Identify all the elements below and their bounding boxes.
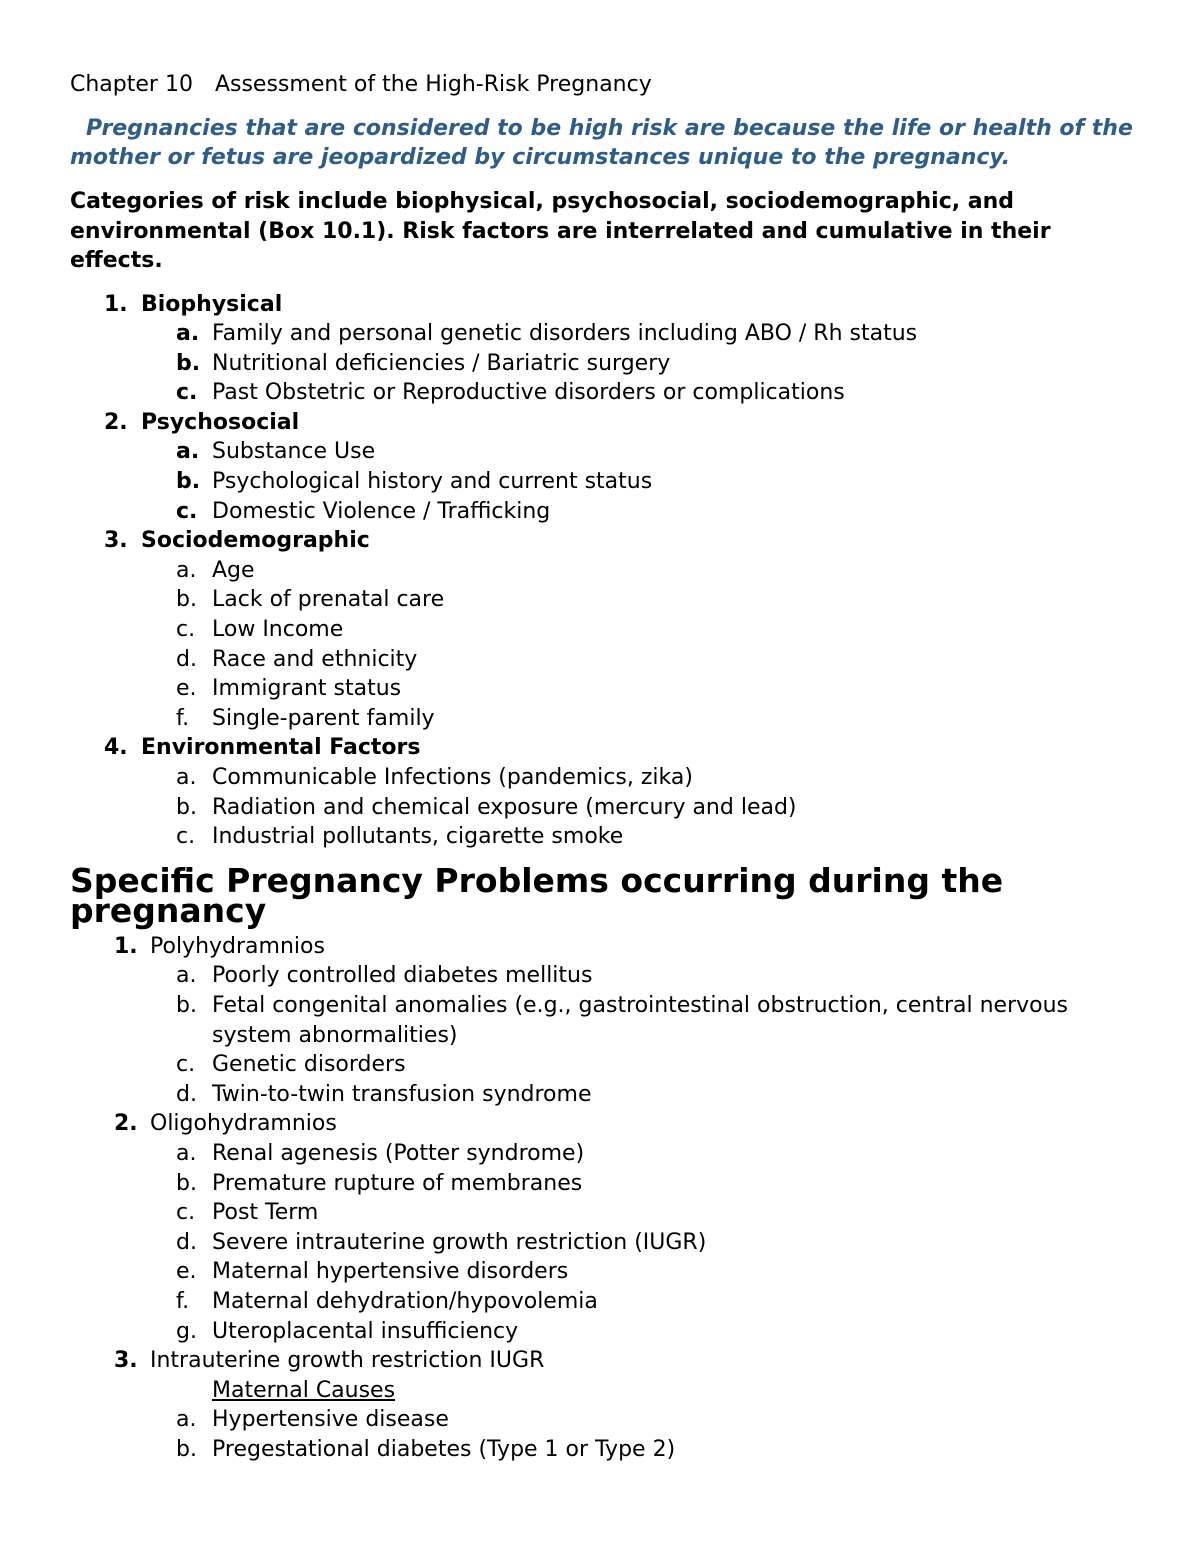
section-heading: Specific Pregnancy Problems occurring during the pregnancy — [70, 860, 1004, 930]
list-item — [70, 556, 1140, 586]
list-letter: a. — [176, 557, 197, 583]
list-item — [70, 1050, 1140, 1080]
list-item-text: Uteroplacental insufficiency — [212, 1318, 519, 1344]
list-item-text: Hypertensive disease — [212, 1407, 449, 1433]
list-item — [70, 585, 1140, 615]
list-item-text: Age — [212, 557, 255, 583]
list-letter: c. — [176, 1052, 196, 1078]
list-number: 3. — [104, 528, 128, 554]
list-item — [70, 1169, 1140, 1199]
list-item — [70, 822, 1140, 852]
list-item — [70, 1080, 1140, 1110]
list-item-text: Race and ethnicity — [212, 646, 418, 672]
list-letter: a. — [176, 1407, 197, 1433]
list-item-text: Renal agenesis (Potter syndrome) — [212, 1140, 585, 1166]
list-number: 2. — [114, 1111, 138, 1137]
list-letter: d. — [176, 646, 197, 672]
list-letter: a. — [176, 439, 200, 465]
categories-paragraph: Categories of risk include biophysical, psychosocial, sociodemographic, and environmental (Box 10.1). Risk factors are interrelated and cumulative in their effects. — [70, 189, 1051, 273]
risk-category — [70, 408, 1140, 438]
list-item-text: Low Income — [212, 617, 344, 643]
list-item — [70, 1435, 1140, 1465]
maternal-causes-heading: Maternal Causes — [212, 1377, 396, 1403]
list-number: 1. — [104, 291, 128, 317]
list-item — [70, 378, 1140, 408]
document-page — [70, 70, 1140, 1464]
list-letter: c. — [176, 824, 196, 850]
list-item — [70, 1317, 1140, 1347]
list-item-text: Past Obstetric or Reproductive disorders or complications — [212, 380, 845, 406]
list-item — [70, 615, 1140, 645]
intro-paragraph: Pregnancies that are considered to be high risk are because the life or health of the mother or fetus are jeopardized by circumstances unique to the pregnancy. — [70, 116, 1133, 170]
chapter-number: Chapter 10 — [70, 72, 193, 97]
list-item — [70, 319, 1140, 349]
list-item — [70, 437, 1140, 467]
list-letter: b. — [176, 992, 197, 1018]
list-item — [70, 497, 1140, 527]
list-letter: e. — [176, 676, 197, 702]
list-item-text: Fetal congenital anomalies (e.g., gastrointestinal obstruction, central nervous system abnormalities) — [212, 992, 1069, 1048]
problem-item — [70, 1346, 1140, 1376]
list-item-text: Immigrant status — [212, 676, 402, 702]
list-item — [70, 961, 1140, 991]
list-item — [70, 1198, 1140, 1228]
risk-category — [70, 290, 1140, 320]
chapter-title — [70, 70, 1140, 100]
problem-label: Oligohydramnios — [150, 1111, 337, 1137]
risk-category-label: Psychosocial — [141, 409, 300, 435]
list-letter: d. — [176, 1081, 197, 1107]
list-letter: b. — [176, 587, 197, 613]
list-letter: f. — [176, 705, 190, 731]
list-item-text: Radiation and chemical exposure (mercury and lead) — [212, 794, 797, 820]
list-letter: b. — [176, 1170, 197, 1196]
list-item — [70, 1287, 1140, 1317]
list-letter: f. — [176, 1288, 190, 1314]
list-letter: c. — [176, 1200, 196, 1226]
list-item — [70, 1139, 1140, 1169]
list-number: 1. — [114, 933, 138, 959]
risk-category-label: Biophysical — [141, 291, 283, 317]
list-number: 2. — [104, 409, 128, 435]
list-item-text: Post Term — [212, 1200, 319, 1226]
list-letter: e. — [176, 1259, 197, 1285]
list-item — [70, 467, 1140, 497]
list-letter: g. — [176, 1318, 197, 1344]
list-number: 4. — [104, 735, 128, 761]
list-item-text: Psychological history and current status — [212, 469, 653, 495]
list-item-text: Industrial pollutants, cigarette smoke — [212, 824, 624, 850]
problems-list — [70, 932, 1140, 1465]
list-letter: b. — [176, 1436, 197, 1462]
list-item — [70, 704, 1140, 734]
list-item — [70, 349, 1140, 379]
list-letter: b. — [176, 350, 201, 376]
list-letter: a. — [176, 321, 200, 347]
list-letter: b. — [176, 794, 197, 820]
list-item-text: Communicable Infections (pandemics, zika) — [212, 765, 693, 790]
problem-label: Intrauterine growth restriction IUGR — [150, 1348, 545, 1374]
list-letter: b. — [176, 469, 201, 495]
list-letter: c. — [176, 617, 196, 643]
list-item-text: Single-parent family — [212, 705, 435, 731]
risk-category — [70, 526, 1140, 556]
list-item-text: Severe intrauterine growth restriction (IUGR) — [212, 1229, 707, 1255]
list-item-text: Domestic Violence / Trafficking — [212, 498, 551, 524]
list-item-text: Lack of prenatal care — [212, 587, 445, 613]
list-letter: a. — [176, 1140, 197, 1166]
chapter-name: Assessment of the High-Risk Pregnancy — [214, 72, 652, 97]
risk-category-label: Sociodemographic — [141, 528, 370, 554]
list-item — [70, 1405, 1140, 1435]
list-item — [70, 1257, 1140, 1287]
risk-category-label: Environmental Factors — [141, 735, 421, 761]
list-item-text: Twin-to-twin transfusion syndrome — [212, 1081, 592, 1107]
list-item-text: Poorly controlled diabetes mellitus — [212, 963, 593, 989]
list-letter: a. — [176, 963, 197, 989]
list-item — [70, 991, 1140, 1050]
list-item-text: Maternal dehydration/hypovolemia — [212, 1288, 598, 1314]
list-letter: c. — [176, 380, 198, 406]
list-item — [70, 674, 1140, 704]
list-item-text: Nutritional deficiencies / Bariatric surgery — [212, 350, 671, 376]
list-item-text: Pregestational diabetes (Type 1 or Type 2) — [212, 1436, 676, 1462]
list-item-text: Maternal hypertensive disorders — [212, 1259, 569, 1285]
list-letter: a. — [176, 765, 197, 790]
list-letter: d. — [176, 1229, 197, 1255]
list-item — [70, 645, 1140, 675]
list-item-text: Genetic disorders — [212, 1052, 406, 1078]
list-item-text: Substance Use — [212, 439, 376, 465]
list-letter: c. — [176, 498, 198, 524]
list-item — [70, 763, 1140, 793]
problem-item — [70, 1109, 1140, 1139]
list-item — [70, 793, 1140, 823]
risk-categories-list — [70, 290, 1140, 852]
problem-label: Polyhydramnios — [150, 933, 325, 959]
risk-category — [70, 733, 1140, 763]
list-item-text: Premature rupture of membranes — [212, 1170, 583, 1196]
list-number: 3. — [114, 1348, 138, 1374]
problem-item — [70, 932, 1140, 962]
list-item — [70, 1228, 1140, 1258]
list-item-text: Family and personal genetic disorders including ABO / Rh status — [212, 321, 918, 347]
